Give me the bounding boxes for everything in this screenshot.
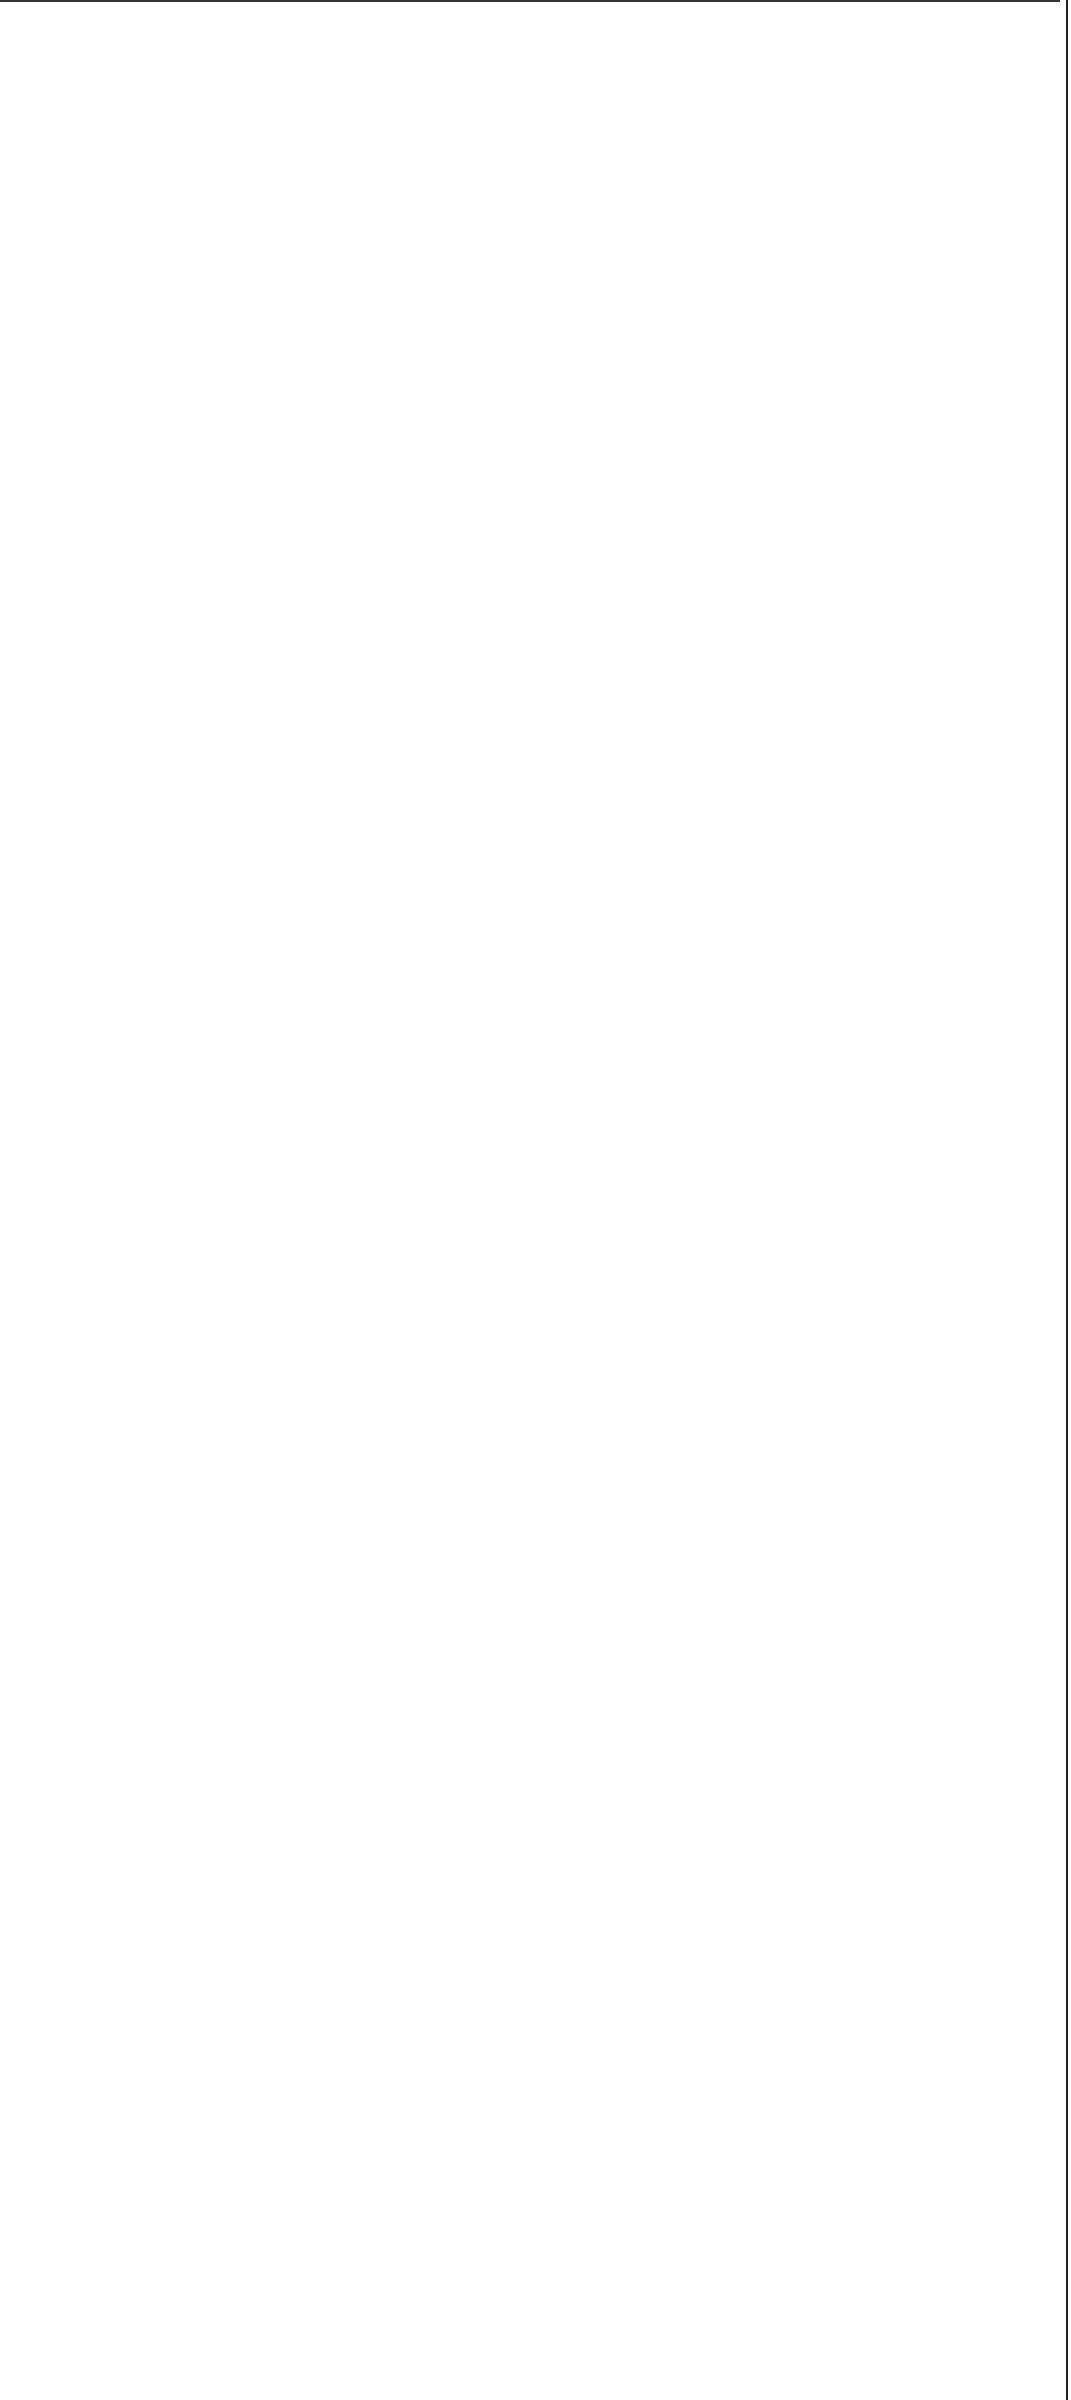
closing-rule — [0, 0, 1060, 2]
column-rule — [1066, 0, 1068, 2400]
